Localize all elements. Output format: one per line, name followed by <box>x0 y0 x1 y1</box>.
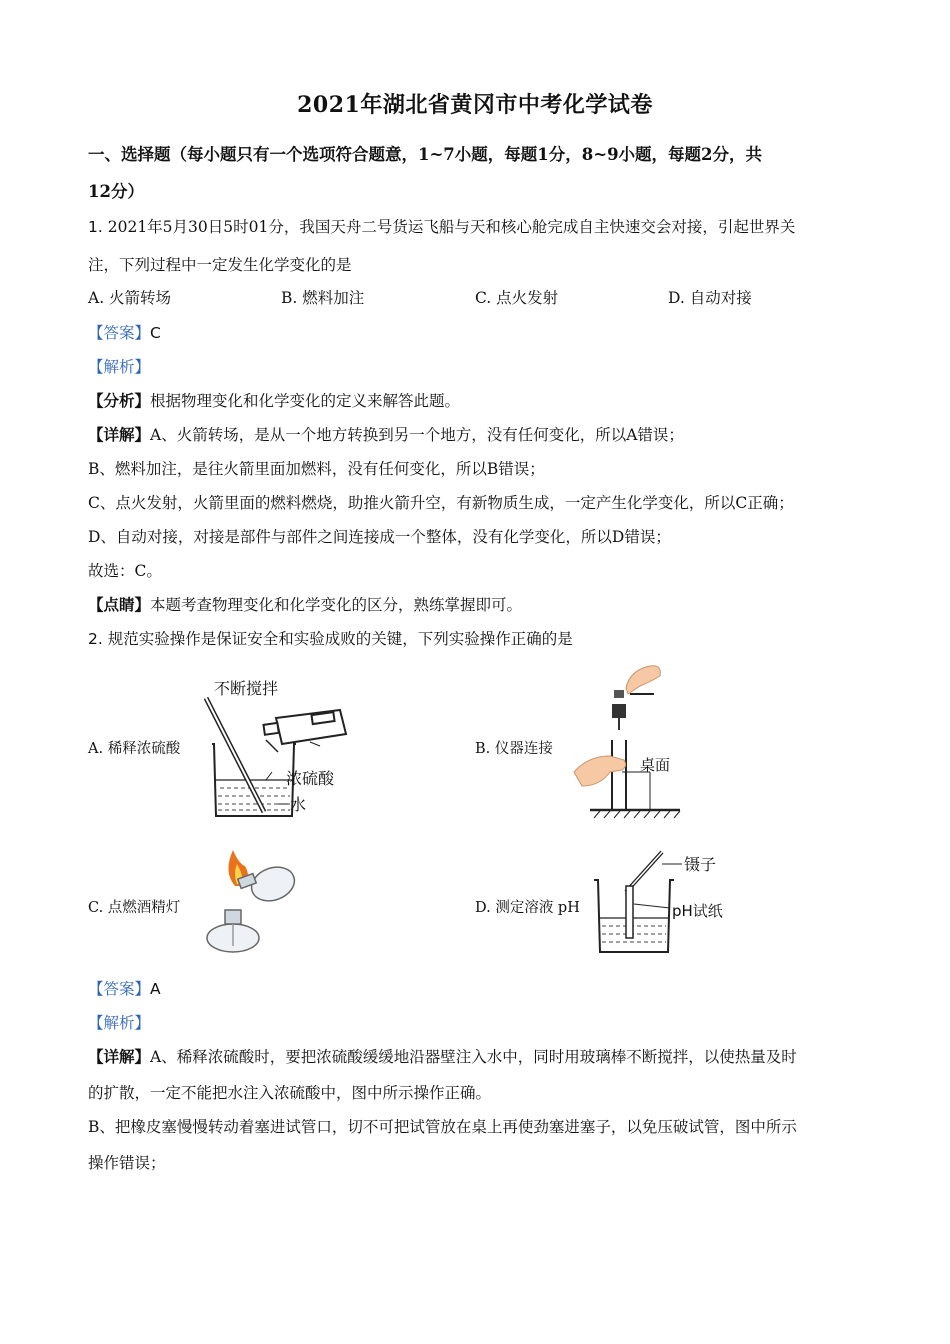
q1-stem-line2: 注，下列过程中一定发生化学变化的是 <box>88 256 352 274</box>
q1-fenxi <box>88 390 863 412</box>
q1-choice: 故选：C。 <box>88 562 162 580</box>
beaker-d <box>594 880 674 952</box>
q2-analysis-label: 【解析】 <box>88 1014 151 1032</box>
q1-number: 1. <box>88 218 103 236</box>
q2-stem-text: 规范实验操作是保证安全和实验成败的关键，下列实验操作正确的是 <box>107 630 573 648</box>
q1-comment-text: 本题考查物理变化和化学变化的区分，熟练掌握即可。 <box>150 596 523 614</box>
q1-option-c: C. 点火发射 <box>475 289 559 307</box>
section-heading-line2: 12分） <box>88 182 144 201</box>
q2-detail-label: 【详解】 <box>88 1047 151 1066</box>
figure-d-ph-test <box>590 846 750 958</box>
fig-b-label: B. 仪器连接 <box>475 741 553 757</box>
hand-bottom <box>574 756 626 786</box>
fig-a-water-text: 水 <box>290 795 307 814</box>
fig-a-acid-text: 浓硫酸 <box>286 769 335 788</box>
q1-comment-label: 【点睛】 <box>88 595 151 614</box>
q2-number: 2. <box>88 630 103 648</box>
q2-answer-value: A <box>150 980 161 998</box>
acid-bottle <box>264 710 346 744</box>
q1-option-b: B. 燃料加注 <box>281 289 365 307</box>
rubber-stopper <box>612 704 626 718</box>
q1-detail-a-text: A、火箭转场，是从一个地方转换到另一个地方，没有任何变化，所以A错误； <box>150 426 684 444</box>
figure-c-alcohol-lamp <box>195 846 305 956</box>
fig-c-label: C. 点燃酒精灯 <box>88 900 181 916</box>
q1-comment <box>88 594 863 616</box>
q1-option-d: D. 自动对接 <box>668 289 752 307</box>
q1-analysis-label: 【解析】 <box>88 358 151 376</box>
page-title: 2021年湖北省黄冈市中考化学试卷 <box>297 92 653 118</box>
standing-lamp <box>207 910 259 952</box>
fig-a-label: A. 稀释浓硫酸 <box>88 741 181 757</box>
q1-stem-text1: 2021年5月30日5时01分，我国天舟二号货运飞船与天和核心舱完成自主快速交会对接，引起世界关 <box>107 218 796 236</box>
q1-option-a: A. 火箭转场 <box>88 289 172 307</box>
tilted-lamp <box>238 861 299 906</box>
q1-detail-c: C、点火发射，火箭里面的燃料燃烧，助推火箭升空，有新物质生成，一定产生化学变化，所以C正确； <box>88 494 794 512</box>
fig-d-paper-text: pH试纸 <box>672 902 723 920</box>
q1-answer-label: 【答案】 <box>88 324 151 342</box>
q2-answer-label: 【答案】 <box>88 980 151 998</box>
q1-stem-line1 <box>88 216 863 238</box>
hand-top <box>626 666 660 694</box>
fig-d-label: D. 测定溶液 pH <box>475 900 580 916</box>
q1-detail-label: 【详解】 <box>88 425 151 444</box>
q1-detail-d: D、自动对接，对接是部件与部件之间连接成一个整体，没有化学变化，所以D错误； <box>88 528 671 546</box>
q1-fenxi-text: 根据物理变化和化学变化的定义来解答此题。 <box>150 392 461 410</box>
fig-a-stir-text: 不断搅拌 <box>214 680 279 698</box>
q1-detail-b: B、燃料加注，是往火箭里面加燃料，没有任何变化，所以B错误； <box>88 460 545 478</box>
q2-detail-b-line2: 操作错误； <box>88 1154 166 1172</box>
ph-paper <box>626 886 633 938</box>
fig-b-table-text: 桌面 <box>640 756 671 774</box>
q2-detail-b-line1: B、把橡皮塞慢慢转动着塞进试管口，切不可把试管放在桌上再使劲塞进塞子，以免压破试管，图中所示 <box>88 1118 797 1136</box>
q2-stem <box>88 628 863 650</box>
q2-detail-a-line2: 的扩散，一定不能把水注入浓硫酸中，图中所示操作正确。 <box>88 1084 492 1102</box>
q2-answer <box>88 978 863 1000</box>
fig-d-tweezers-text: 镊子 <box>684 855 717 874</box>
figure-b-connection <box>570 660 690 820</box>
test-tube <box>612 740 626 810</box>
q1-answer <box>88 322 863 344</box>
q1-answer-value: C <box>150 324 161 342</box>
figure-a-dilution <box>200 680 360 820</box>
q1-detail-a <box>88 424 863 446</box>
q2-detail-a-line1 <box>88 1046 863 1068</box>
section-heading-line1: 一、选择题（每小题只有一个选项符合题意，1~7小题，每题1分，8~9小题，每题2分，共 <box>88 145 763 164</box>
q2-detail-a-text1: A、稀释浓硫酸时，要把浓硫酸缓缓地沿器壁注入水中，同时用玻璃棒不断搅拌，以使热量及时 <box>150 1048 797 1066</box>
q1-fenxi-label: 【分析】 <box>88 391 151 410</box>
